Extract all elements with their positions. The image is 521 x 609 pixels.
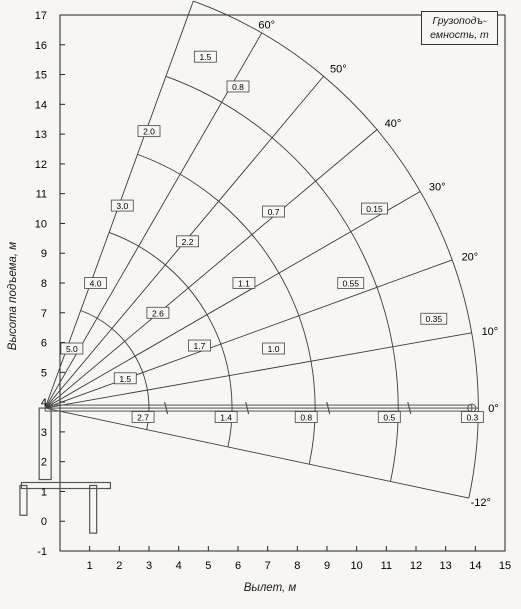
- x-tick-label: 13: [439, 560, 452, 572]
- capacity-label-value: 1.5: [119, 373, 132, 384]
- x-tick-label: 1: [86, 560, 93, 572]
- x-tick-label: 11: [380, 560, 393, 572]
- capacity-label: [461, 412, 483, 423]
- x-tick-label: 15: [498, 560, 512, 572]
- crane-column: [39, 408, 51, 479]
- capacity-label: [263, 343, 285, 354]
- capacity-label-value: 4.0: [89, 278, 102, 289]
- y-tick-label: 9: [40, 248, 47, 261]
- reach-arc: [193, 1, 478, 498]
- y-tick-label: 5: [40, 367, 47, 380]
- capacity-label-value: 0.7: [267, 207, 280, 218]
- legend-box: [421, 11, 498, 45]
- x-tick-label: 6: [234, 560, 242, 572]
- y-tick-label: 17: [34, 10, 47, 22]
- y-tick-label: 15: [34, 69, 47, 82]
- angle-label: 40°: [384, 118, 402, 131]
- x-tick-label: 10: [350, 560, 363, 572]
- capacity-label-value: 2.0: [143, 126, 155, 137]
- legend-title-line1: Грузоподъ-: [432, 15, 487, 27]
- capacity-label: [132, 412, 154, 423]
- y-tick-label: 16: [34, 39, 47, 52]
- angle-label: 60°: [258, 19, 276, 32]
- y-tick-label: -1: [37, 546, 47, 558]
- capacity-label: [421, 313, 447, 324]
- x-tick-label: 2: [116, 560, 123, 572]
- capacity-label: [177, 236, 199, 247]
- x-tick-label: 4: [175, 560, 182, 572]
- x-tick-label: 9: [323, 560, 331, 572]
- capacity-label: [215, 412, 237, 423]
- capacity-label: [361, 203, 387, 214]
- capacity-label: [114, 373, 136, 384]
- y-axis-label: Высота подъема, м: [7, 241, 19, 351]
- y-tick-label: 11: [35, 188, 47, 201]
- capacity-label: [227, 81, 249, 92]
- capacity-label-value: 0.55: [342, 278, 360, 289]
- y-tick-label: 12: [34, 158, 47, 171]
- capacity-label-value: 1.7: [193, 341, 206, 352]
- y-tick-label: 4: [40, 397, 47, 410]
- capacity-label-value: 0.15: [366, 204, 383, 215]
- angle-ray: [45, 333, 472, 408]
- angle-label: 10°: [481, 326, 499, 339]
- capacity-label: [188, 340, 210, 351]
- crane-outrigger-right: [90, 485, 97, 533]
- capacity-label: [263, 206, 285, 217]
- capacity-label-value: 1.5: [199, 52, 212, 63]
- x-tick-label: 8: [294, 560, 301, 572]
- capacity-label-value: 0.3: [466, 412, 479, 423]
- capacity-label-value: 2.7: [137, 412, 149, 423]
- y-tick-label: 7: [40, 307, 47, 320]
- plot-frame: [60, 15, 505, 551]
- capacity-label: [85, 278, 107, 289]
- x-tick-label: 5: [205, 560, 212, 572]
- angle-label: 20°: [461, 251, 479, 264]
- capacity-label-value: 3.0: [116, 201, 129, 212]
- capacity-label: [378, 412, 400, 423]
- y-tick-label: 8: [40, 278, 47, 290]
- angle-ray: [45, 408, 469, 498]
- angle-label: 0°: [488, 403, 499, 416]
- capacity-label: [138, 126, 160, 137]
- y-tick-label: 2: [40, 456, 47, 469]
- y-tick-label: 10: [34, 218, 47, 231]
- capacity-label: [61, 343, 83, 354]
- x-tick-label: 3: [145, 560, 153, 572]
- capacity-label: [233, 278, 255, 289]
- capacity-label-value: 1.0: [267, 344, 280, 355]
- angle-label: 50°: [330, 63, 347, 76]
- x-tick-label: 7: [264, 560, 271, 572]
- y-tick-label: 0: [40, 516, 47, 529]
- y-tick-label: 6: [40, 337, 47, 350]
- capacity-label-value: 2.6: [151, 308, 164, 319]
- angle-ray: [45, 192, 420, 409]
- capacity-label-value: 5.0: [65, 344, 78, 355]
- angle-ray: [45, 130, 377, 408]
- legend-title-line2: емность, т: [430, 29, 489, 41]
- capacity-label-value: 0.8: [300, 412, 313, 423]
- angle-label: -12°: [470, 497, 491, 510]
- capacity-label: [111, 200, 133, 211]
- crane-outrigger-left: [20, 485, 27, 515]
- y-tick-label: 14: [34, 99, 47, 112]
- capacity-label-value: 0.5: [383, 412, 396, 423]
- y-tick-label: 1: [40, 486, 47, 499]
- capacity-label-value: 2.2: [181, 236, 194, 247]
- capacity-label: [147, 307, 169, 318]
- capacity-label: [194, 51, 216, 62]
- capacity-label: [295, 412, 317, 423]
- x-tick-label: 12: [409, 560, 423, 572]
- x-axis-label: Вылет, м: [243, 582, 297, 594]
- capacity-label-value: 0.35: [425, 314, 443, 325]
- capacity-label-value: 1.1: [238, 278, 250, 289]
- y-tick-label: 3: [40, 426, 47, 439]
- capacity-label-value: 1.4: [220, 412, 233, 423]
- capacity-label: [338, 278, 364, 289]
- y-tick-label: 13: [34, 129, 47, 142]
- x-tick-label: 14: [469, 560, 482, 572]
- capacity-label-value: 0.8: [232, 81, 244, 92]
- angle-label: 30°: [428, 181, 446, 194]
